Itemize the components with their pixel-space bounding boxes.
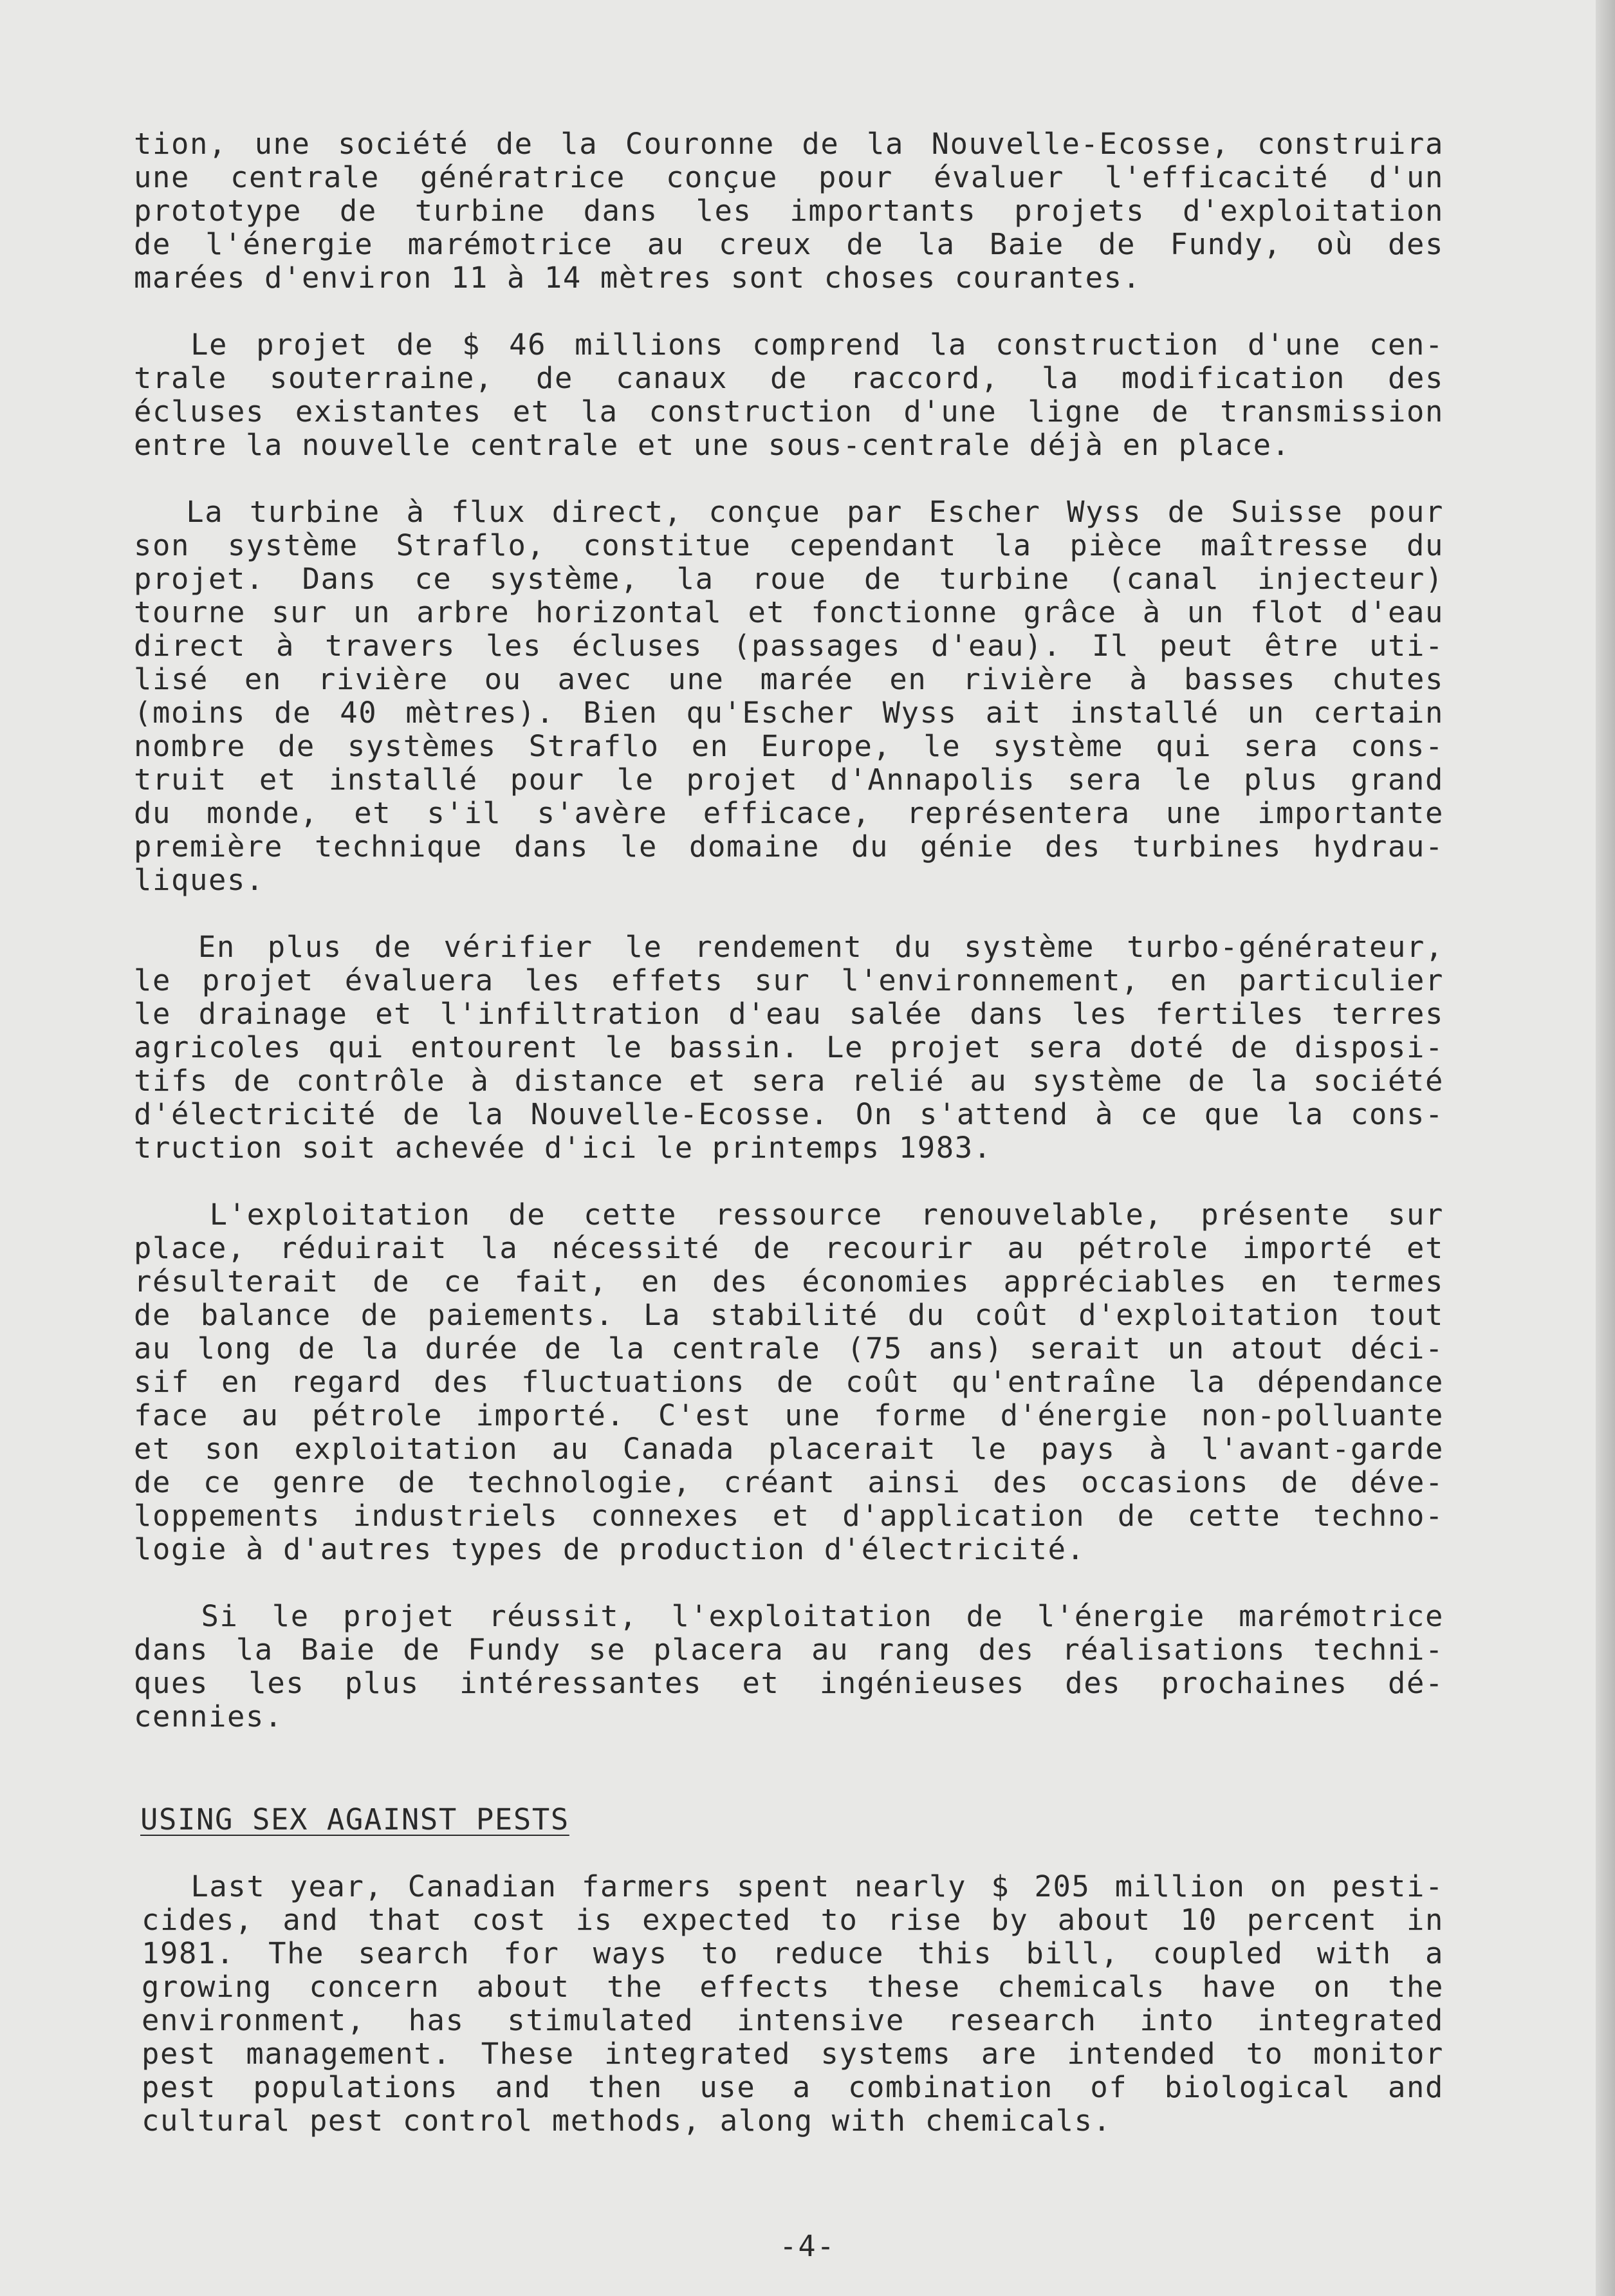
text-line: de ce genre de technologie, créant ainsi des occasions de déve-	[134, 1465, 1444, 1499]
text-line: le drainage et l'infiltration d'eau salée dans les fertiles terres	[134, 997, 1444, 1031]
text-line: pest management. These integrated systems are intended to monitor	[142, 2037, 1444, 2071]
paragraph	[134, 930, 1444, 1165]
text-line: pest populations and then use a combination of biological and	[142, 2070, 1444, 2104]
text-line: growing concern about the effects these chemicals have on the	[142, 1970, 1444, 2004]
text-line: Si le projet réussit, l'exploitation de l'énergie marémotrice	[134, 1599, 1444, 1633]
text-line: lisé en rivière ou avec une marée en rivière à basses chutes	[134, 662, 1444, 696]
text-line: et son exploitation au Canada placerait le pays à l'avant-garde	[134, 1432, 1444, 1466]
paragraph	[134, 1600, 1444, 1734]
document-body	[134, 127, 1444, 2171]
text-line: environment, has stimulated intensive research into integrated	[142, 2003, 1444, 2037]
text-line: loppements industriels connexes et d'application de cette techno-	[134, 1499, 1444, 1533]
text-line: cultural pest control methods, along with chemicals.	[142, 2104, 1112, 2138]
text-line: le projet évaluera les effets sur l'environnement, en particulier	[134, 963, 1444, 997]
text-line: une centrale génératrice conçue pour évaluer l'efficacité d'un	[134, 160, 1444, 194]
text-line: première technique dans le domaine du génie des turbines hydrau-	[134, 829, 1444, 864]
text-line: place, réduirait la nécessité de recourir au pétrole importé et	[134, 1231, 1444, 1265]
section-heading: USING SEX AGAINST PESTS	[140, 1802, 569, 1837]
text-line: direct à travers les écluses (passages d'eau). Il peut être uti-	[134, 629, 1444, 663]
text-line: du monde, et s'il s'avère efficace, représentera une importante	[134, 796, 1444, 830]
text-line: logie à d'autres types de production d'électricité.	[134, 1532, 1085, 1566]
text-line: Le projet de $ 46 millions comprend la construction d'une cen-	[134, 328, 1444, 362]
text-line: ques les plus intéressantes et ingénieuses des prochaines dé-	[134, 1666, 1444, 1700]
text-line: L'exploitation de cette ressource renouvelable, présente sur	[134, 1198, 1444, 1232]
text-line: trale souterraine, de canaux de raccord, la modification des	[134, 361, 1444, 395]
text-line: sif en regard des fluctuations de coût qu'entraîne la dépendance	[134, 1365, 1444, 1399]
text-line: nombre de systèmes Straflo en Europe, le système qui sera cons-	[134, 729, 1444, 763]
text-line: résulterait de ce fait, en des économies appréciables en termes	[134, 1264, 1444, 1299]
text-line: tifs de contrôle à distance et sera relié au système de la société	[134, 1064, 1444, 1098]
text-line: (moins de 40 mètres). Bien qu'Escher Wyss ait installé un certain	[134, 696, 1444, 730]
text-line: agricoles qui entourent le bassin. Le projet sera doté de disposi-	[134, 1030, 1444, 1064]
text-line: écluses existantes et la construction d'une ligne de transmission	[134, 394, 1444, 429]
text-line: truction soit achevée d'ici le printemps 1983.	[134, 1131, 992, 1165]
text-line: projet. Dans ce système, la roue de turbine (canal injecteur)	[134, 562, 1444, 596]
text-line: cides, and that cost is expected to rise by about 10 percent in	[142, 1903, 1444, 1937]
text-line: dans la Baie de Fundy se placera au rang des réalisations techni-	[134, 1633, 1444, 1667]
paragraph	[134, 1870, 1444, 2138]
text-line: de l'énergie marémotrice au creux de la Baie de Fundy, où des	[134, 227, 1444, 261]
page-number: -4-	[779, 2229, 836, 2263]
text-line: de balance de paiements. La stabilité du coût d'exploitation tout	[134, 1298, 1444, 1332]
text-line: Last year, Canadian farmers spent nearly $ 205 million on pesti-	[142, 1869, 1444, 1903]
text-line: liques.	[134, 863, 264, 897]
english-article-section	[134, 1870, 1444, 2138]
text-line: face au pétrole importé. C'est une forme d'énergie non-polluante	[134, 1398, 1444, 1432]
text-line: d'électricité de la Nouvelle-Ecosse. On s'attend à ce que la cons-	[134, 1097, 1444, 1131]
text-line: 1981. The search for ways to reduce this bill, coupled with a	[142, 1936, 1444, 1970]
paragraph	[134, 495, 1444, 897]
text-line: au long de la durée de la centrale (75 ans) serait un atout déci-	[134, 1331, 1444, 1366]
text-line: En plus de vérifier le rendement du système turbo-générateur,	[134, 930, 1444, 964]
text-line: entre la nouvelle centrale et une sous-centrale déjà en place.	[134, 428, 1291, 462]
paragraph	[134, 328, 1444, 462]
page-binding-edge	[1596, 0, 1615, 2296]
text-line: marées d'environ 11 à 14 mètres sont choses courantes.	[134, 261, 1141, 295]
text-line: truit et installé pour le projet d'Annapolis sera le plus grand	[134, 763, 1444, 797]
text-line: son système Straflo, constitue cependant la pièce maîtresse du	[134, 528, 1444, 562]
text-line: prototype de turbine dans les importants projets d'exploitation	[134, 194, 1444, 228]
paragraph	[134, 127, 1444, 295]
text-line: cennies.	[134, 1699, 283, 1734]
text-line: tion, une société de la Couronne de la Nouvelle-Ecosse, construira	[134, 127, 1444, 161]
french-article-section	[134, 127, 1444, 1734]
paragraph	[134, 1198, 1444, 1566]
text-line: tourne sur un arbre horizontal et fonctionne grâce à un flot d'eau	[134, 595, 1444, 629]
text-line: La turbine à flux direct, conçue par Escher Wyss de Suisse pour	[134, 495, 1444, 529]
